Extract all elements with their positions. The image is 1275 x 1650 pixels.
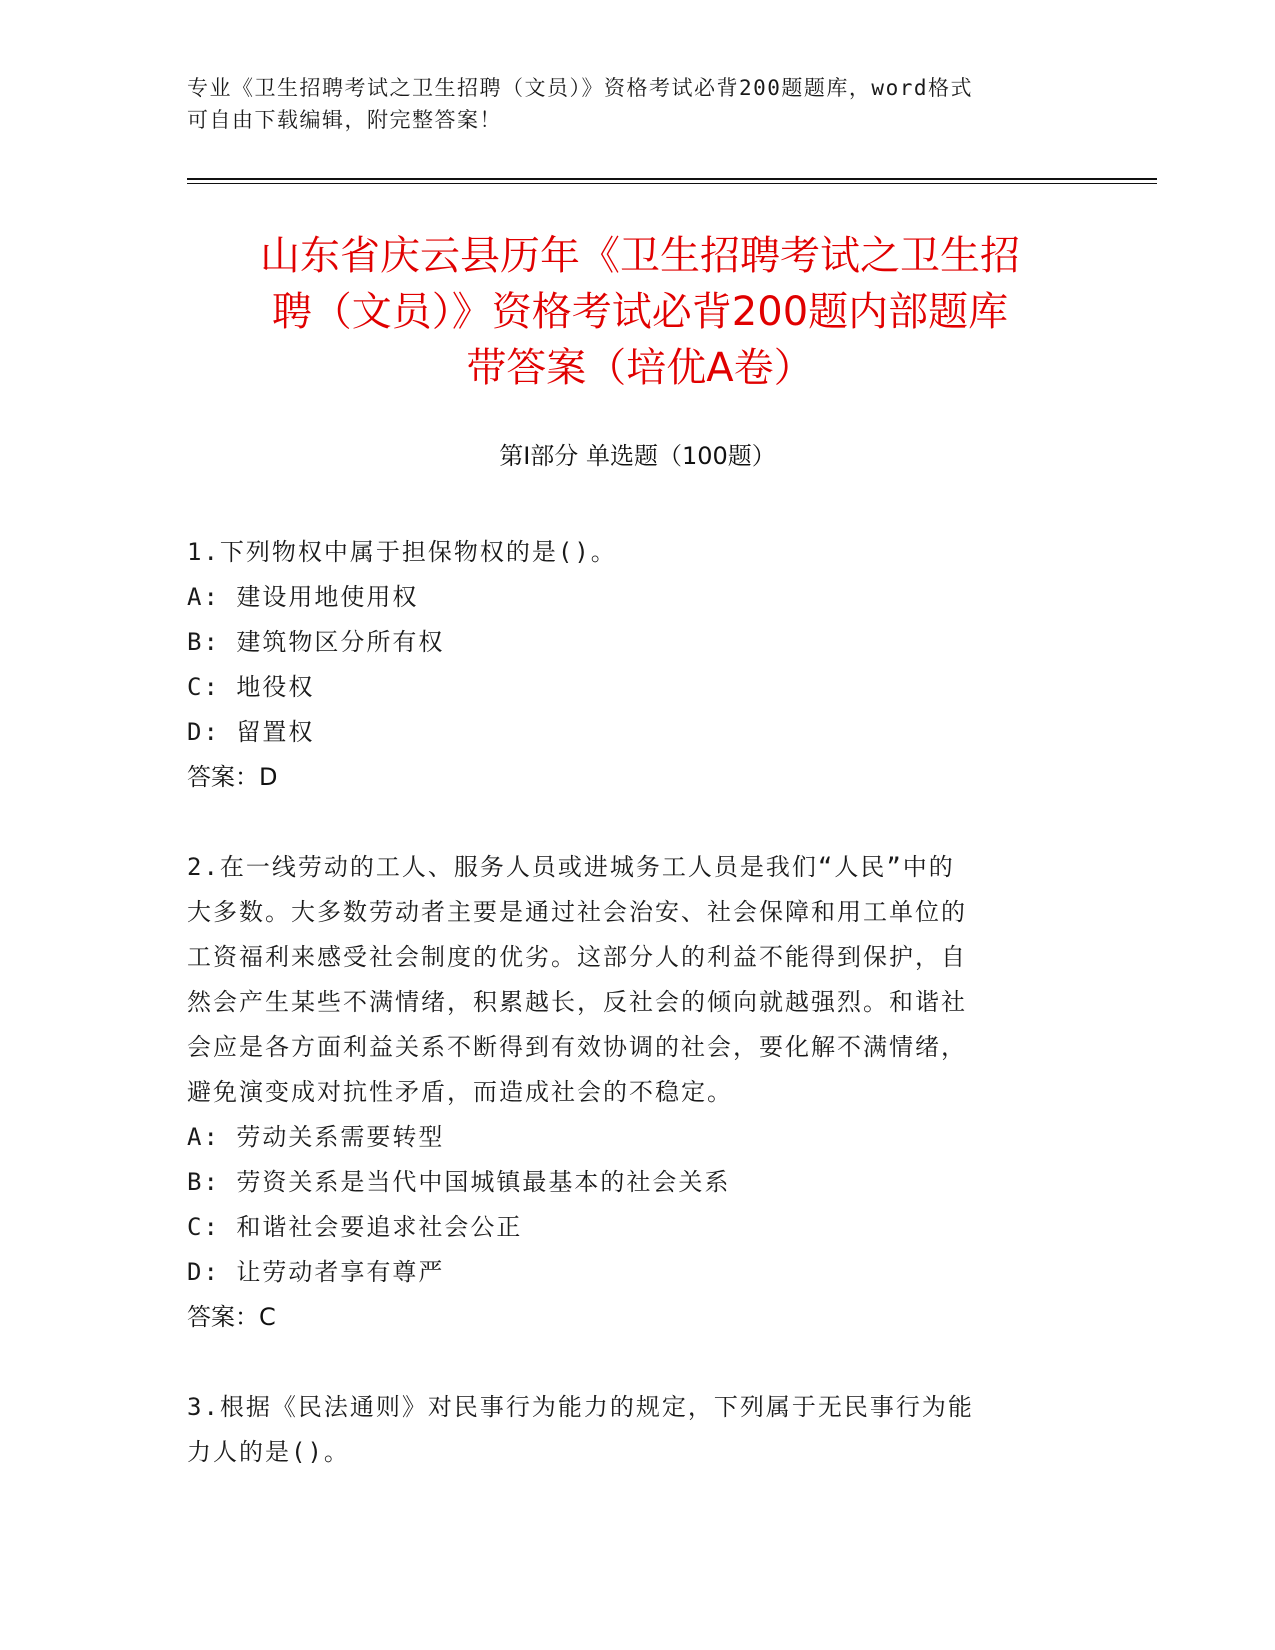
- option-c: C: 和谐社会要追求社会公正: [187, 1213, 523, 1241]
- question-stem: 1.下列物权中属于担保物权的是()。: [187, 538, 617, 566]
- question-list: [187, 530, 1067, 1475]
- title-line-1: 山东省庆云县历年《卫生招聘考试之卫生招: [260, 233, 1020, 279]
- header-line-2: 可自由下载编辑，附完整答案！: [187, 108, 502, 132]
- question-1: [187, 530, 1067, 800]
- answer: 答案：C: [187, 1303, 276, 1331]
- header-line-1: 专业《卫生招聘考试之卫生招聘（文员）》资格考试必背200题题库，word格式: [187, 76, 973, 100]
- option-a: A: 建设用地使用权: [187, 583, 419, 611]
- option-c: C: 地役权: [187, 673, 315, 701]
- option-d: D: 留置权: [187, 718, 315, 746]
- option-b: B: 建筑物区分所有权: [187, 628, 445, 656]
- option-a: A: 劳动关系需要转型: [187, 1123, 445, 1151]
- question-stem-line: 力人的是()。: [187, 1438, 350, 1466]
- question-stem-line: 避免演变成对抗性矛盾，而造成社会的不稳定。: [187, 1078, 733, 1106]
- title-line-3: 带答案（培优A卷）: [466, 345, 814, 391]
- document-title: [190, 228, 1090, 396]
- question-gap: [187, 800, 1067, 845]
- section-title: 第Ⅰ部分 单选题（100题）: [499, 442, 776, 470]
- question-stem-line: 工资福利来感受社会制度的优劣。这部分人的利益不能得到保护，自: [187, 943, 967, 971]
- question-stem-line: 2.在一线劳动的工人、服务人员或进城务工人员是我们“人民”中的: [187, 853, 955, 881]
- option-d: D: 让劳动者享有尊严: [187, 1258, 445, 1286]
- question-stem-line: 大多数。大多数劳动者主要是通过社会治安、社会保障和用工单位的: [187, 898, 967, 926]
- header-divider-thin: [187, 183, 1157, 184]
- question-3: [187, 1385, 1067, 1475]
- document-header: [187, 72, 1067, 136]
- question-gap: [187, 1340, 1067, 1385]
- answer: 答案：D: [187, 763, 278, 791]
- header-divider-thick: [187, 178, 1157, 180]
- question-stem-line: 3.根据《民法通则》对民事行为能力的规定，下列属于无民事行为能: [187, 1393, 974, 1421]
- question-2: [187, 845, 1067, 1340]
- option-b: B: 劳资关系是当代中国城镇最基本的社会关系: [187, 1168, 731, 1196]
- question-stem-line: 会应是各方面利益关系不断得到有效协调的社会，要化解不满情绪，: [187, 1033, 967, 1061]
- title-line-2: 聘（文员）》资格考试必背200题内部题库: [271, 289, 1009, 335]
- question-stem-line: 然会产生某些不满情绪，积累越长，反社会的倾向就越强烈。和谐社: [187, 988, 967, 1016]
